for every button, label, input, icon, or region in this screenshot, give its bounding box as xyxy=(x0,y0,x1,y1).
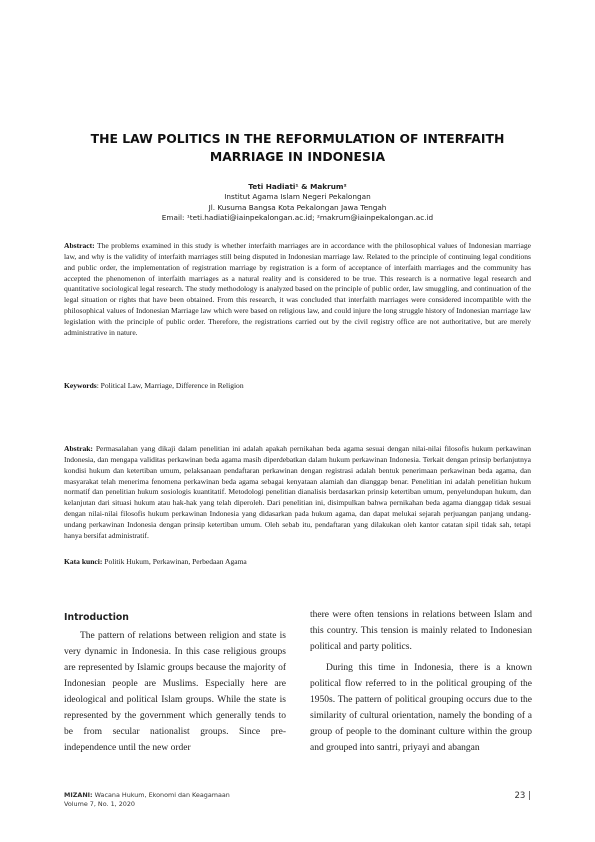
affiliation-address: Jl. Kusuma Bangsa Kota Pekalongan Jawa Tengah xyxy=(208,202,387,212)
journal-subtitle: Wacana Hukum, Ekonomi dan Keagamaan xyxy=(92,791,230,799)
kata-kunci-label: Kata kunci: xyxy=(64,557,103,566)
journal-volume: Volume 7, No. 1, 2020 xyxy=(64,800,135,808)
column-right xyxy=(310,607,532,756)
intro-paragraph-1-continued: there were often tensions in relations between Islam and this country. This tension is mainly related to Indonesian political and party politics. xyxy=(310,610,532,653)
column-left xyxy=(64,628,286,756)
abstract-text: The problems examined in this study is whether interfaith marriages are in accordance with the philosophical values of Indonesian marriage law, and why is the validity of interfaith marriages still being disputed in Indonesian marriage law. Related to the principle of continuing legal conditions and public order, the implementation of registration marriage by registration is a form of acceptance of interfaith marriages and the community has accepted the phenomenon of interfaith marriages as a natural reality and is considered to be true. This research is a normative legal research and quantitative sociological legal research. The study methodology is analyzed based on the principle of public order, law smuggling, and continuation of the legal situation or rights that have been obtained. From this research, it was concluded that interfaith marriages were considered incompatible with the philosophical values of Indonesian Marriage law which were based on religious law, and could injure the long struggle history of Indonesian marriage law legislation with the principle of public order. Therefore, the registrations carried out by the civil registry office are not authoritative, but are merely administrative in nature. xyxy=(64,241,531,337)
kata-kunci-text: Politik Hukum, Perkawinan, Perbedaan Agama xyxy=(102,557,247,566)
affiliation-institution: Institut Agama Islam Negeri Pekalongan xyxy=(224,192,371,202)
keywords-text: : Political Law, Marriage, Difference in Religion xyxy=(96,381,244,390)
keywords-label: Keywords xyxy=(64,381,97,390)
abstrak-text: Permasalahan yang dikaji dalam penelitian ini adalah apakah pernikahan beda agama sesuai dengan nilai-nilai filosofis hukum perkawinan Indonesia, dan mengapa validitas perkawinan beda agama masih diperdebatkan dalam hukum perkawinan Indonesia. Terkait dengan prinsip berlanjutnya kondisi hukum dan ketertiban umum, pelaksanaan pendaftaran perkawinan dengan registrasi adalah bentuk penerimaan perkawinan beda agama, dan masyarakat telah menerima fenomena perkawinan beda agama sebagai kenyataan alamiah dan dianggap benar. Penelitian ini adalah penelitian hukum normatif dan penelitian hukum sosiologis kuantitatif. Metodologi penelitian dianalisis berdasarkan prinsip ketertiban umum, penyelundupan hukum, dan kelanjutan dari situasi hukum atau hak-hak yang telah diperoleh. Dari penelitian ini, disimpulkan bahwa pernikahan beda agama dianggap tidak sesuai dengan nilai-nilai filosofis hukum perkawinan Indonesia yang didasarkan pada hukum agama, dan dapat melukai sejarah perjuangan panjang undang-undang perkawinan Indonesia dengan prinsip ketertiban umum. Oleh sebab itu, pendaftaran yang dilakukan oleh kantor catatan sipil tidak sah, tetapi hanya bersifat administratif. xyxy=(64,444,531,540)
author-emails: Email: ¹teti.hadiati@iainpekalongan.ac.id; ²makrum@iainpekalongan.ac.id xyxy=(161,212,434,222)
intro-paragraph-2: During this time in Indonesia, there is a known political flow referred to in the political grouping of the 1950s. The pattern of political grouping occurs due to the similarity of cultural orientation, namely the bonding of a group of people to the dominant culture within the group and grouped into santri, priyayi and abangan xyxy=(310,663,532,754)
abstract-label: Abstract: xyxy=(64,241,95,250)
keywords-english xyxy=(64,381,531,392)
abstract-english xyxy=(64,241,531,339)
intro-paragraph-1: The pattern of relations between religion and state is very dynamic in Indonesia. In this case religious groups are represented by Islamic groups because the majority of Indonesian people are Muslims. Especially here are ideological and political Islam groups. While the state is represented by the government which generally tends to be from secular nationalist groups. Since pre-independence until the new order xyxy=(64,631,286,754)
page-number: 23 | xyxy=(514,791,531,801)
abstract-indonesian xyxy=(64,444,531,542)
author-block xyxy=(100,182,495,223)
journal-footer xyxy=(64,791,230,809)
section-heading-introduction: Introduction xyxy=(64,612,129,623)
author-names: Teti Hadiati¹ & Makrum² xyxy=(248,182,347,191)
paper-title: THE LAW POLITICS IN THE REFORMULATION OF INTERFAITH MARRIAGE IN INDONESIA xyxy=(90,131,505,164)
journal-name: MIZANI: xyxy=(64,791,93,799)
abstrak-label: Abstrak: xyxy=(64,444,93,453)
keywords-indonesian xyxy=(64,557,531,568)
